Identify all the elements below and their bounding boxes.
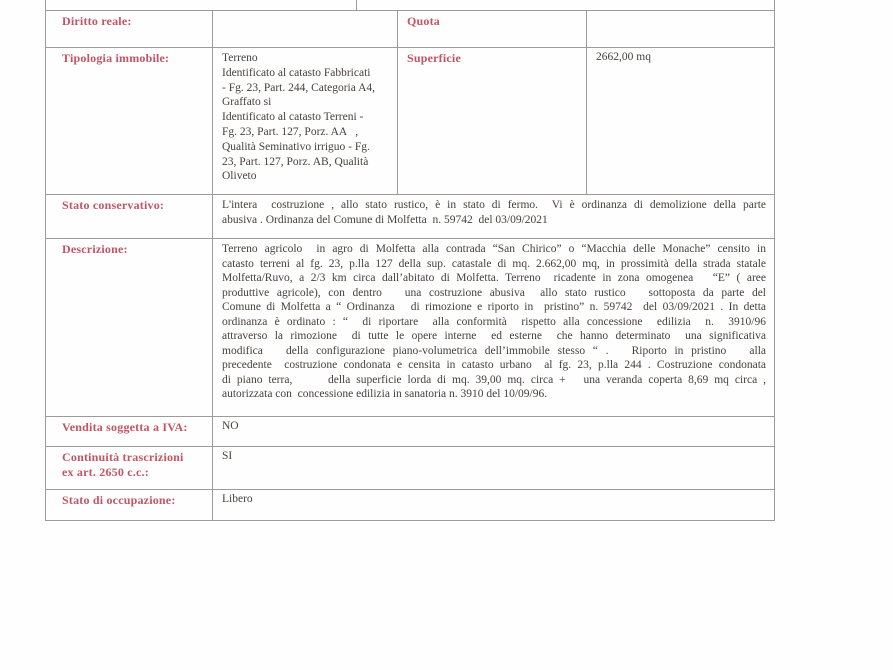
descrizione-label: Descrizione: [45, 239, 213, 416]
tipologia-label: Tipologia immobile: [45, 48, 213, 194]
table-row-tipologia-immobile [45, 48, 775, 195]
partial-cell-left [45, 0, 357, 10]
superficie-value: 2662,00 mq [587, 48, 775, 194]
continuita-value: SI [213, 447, 775, 489]
stato-occupazione-label: Stato di occupazione: [45, 490, 213, 520]
stato-occupazione-value: Libero [213, 490, 775, 520]
diritto-reale-value [213, 11, 398, 47]
diritto-reale-label: Diritto reale: [45, 11, 213, 47]
table-row-descrizione [45, 239, 775, 417]
table-row-stato-conservativo [45, 195, 775, 239]
quota-value [587, 11, 775, 47]
descrizione-value: Terreno agricolo in agro di Molfetta alla contrada “San Chirico” o “Macchia delle Monache” censito in catasto terreni al fg. 23, p.lla 127 della sup. catastale di mq. 2.662,00 mq, in prossimità della strada statale Molfetta/Ruvo, a 2/3 km circa dall’abitato di Molfetta. Terreno ricadente in zona omogenea “E” ( aree produttive agricole), con dentro una costruzione abusiva allo stato rustico sottoposta da parte del Comune di Molfetta a “ Ordinanza di rimozione e riporto in pristino” n. 59742 del 03/09/2021 . In detta ordinanza è ordinato : “ di riportare alla conformità rispetto alla concessione edilizia n. 3910/96 attraverso la rimozione di tutte le opere interne ed esterne che hanno determinato una significativa modifica della configurazione piano-volumetrica dell’immobile stesso “ . Riporto in pristino alla precedente costruzione condonata e censita in catasto urbano al fg. 23, p.lla 244 . Costruzione condonata di piano terra, della superficie lorda di mq. 39,00 mq. circa + una veranda coperta 8,69 mq circa , autorizzata con concessione edilizia in sanatoria n. 3910 del 10/09/96. [213, 239, 775, 416]
vendita-iva-label: Vendita soggetta a IVA: [45, 417, 213, 446]
stato-conservativo-value: L'intera costruzione , allo stato rustico, è in stato di fermo. Vi è ordinanza di demolizione della parte abusiva . Ordinanza del Comune di Molfetta n. 59742 del 03/09/2021 [213, 195, 775, 238]
stato-conservativo-label: Stato conservativo: [45, 195, 213, 238]
table-row-stato-occupazione [45, 490, 775, 521]
table-row-continuita-trascrizioni [45, 447, 775, 490]
superficie-label: Superficie [398, 48, 587, 194]
table-row-diritto-reale [45, 11, 775, 48]
quota-label: Quota [398, 11, 587, 47]
table-row-vendita-iva [45, 417, 775, 447]
partial-cell-right [357, 0, 775, 10]
table-row-partial-top [45, 0, 775, 11]
tipologia-value: Terreno Identificato al catasto Fabbricati - Fg. 23, Part. 244, Categoria A4, Graffato si Identificato al catasto Terreni - Fg. 23, Part. 127, Porz. AA , Qualità Seminativo irriguo - Fg. 23, Part. 127, Porz. AB, Qualità Oliveto [213, 48, 398, 194]
vendita-iva-value: NO [213, 417, 775, 446]
property-details-table [45, 0, 775, 521]
continuita-label: Continuità trascrizioni ex art. 2650 c.c.: [45, 447, 213, 489]
